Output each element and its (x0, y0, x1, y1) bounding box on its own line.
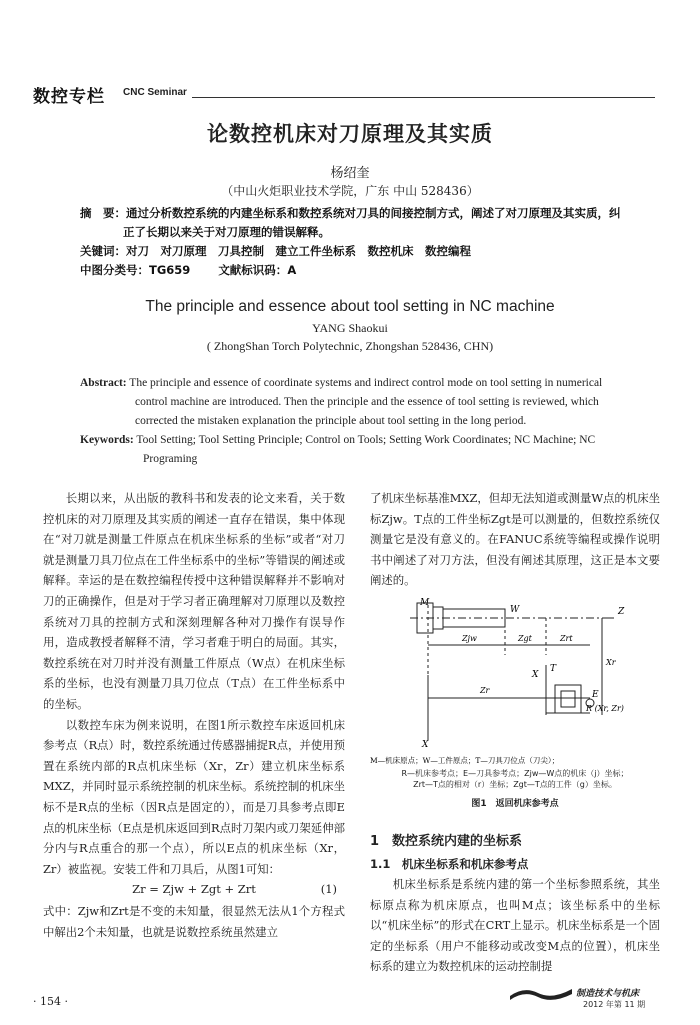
en-author: YANG Shaokui (312, 321, 388, 335)
figure-1-diagram (370, 595, 660, 770)
left-column (43, 488, 345, 942)
abstract-cn-line1: 通过分析数控系统的内建坐标系和数控系统对刀具的间接控制方式，阐述了对刀原理及其实质，纠 (126, 206, 621, 220)
en-affiliation: ( ZhongShan Torch Polytechnic, Zhongshan 528436, CHN) (206, 339, 494, 353)
en-abstract-l3: corrected the mistaken explanation the principle about tool setting in the long period. (135, 415, 527, 427)
label-zrt: Zrt (560, 634, 573, 643)
en-abstract-l2: control machine are introduced. Then the principle and the essence of tool setting is reviewed, which (135, 396, 599, 408)
en-abstract-l1: The principle and essence of coordinate systems and indirect control mode on tool setting in numerical (129, 377, 603, 389)
en-abstract (80, 374, 665, 469)
journal-logo-icon (508, 984, 574, 1002)
clc-label: 中图分类号： (80, 263, 149, 277)
fig-legend-3: Zrt—T点的相对（r）坐标；Zgt—T点的工件（g）坐标。 (413, 780, 617, 789)
en-title: The principle and essence about tool setting in NC machine (145, 298, 555, 315)
paper-title: 论数控机床对刀原理及其实质 (207, 122, 493, 146)
journal-name: 制造技术与机床 (576, 989, 640, 999)
clc-value: TG659 (149, 263, 191, 277)
author: 杨绍奎 (330, 166, 370, 181)
figure-legend (370, 768, 660, 790)
keywords-cn-label: 关键词： (80, 244, 126, 258)
en-keywords-l1: Tool Setting; Tool Setting Principle; Control on Tools; Setting Work Coordinates; NC Machine; NC (136, 434, 596, 446)
doc-value: A (287, 263, 297, 277)
equation-1-number: (1) (320, 882, 337, 897)
section-sub: CNC Seminar (123, 87, 187, 98)
left-para-2: 以数控车床为例来说明，在图1所示数控车床返回机床参考点（R点）时，数控系统通过传感器捕捉R点，并使用预置在系统内部的R点机床坐标（Xr，Zr）建立机床坐标系MXZ，并同时显示系统控制的机床坐标。系统控制的机床坐标不是R点的坐标（因R点是固定的），而是刀具参考点即E点的机床坐标（E点是机床返回到R点时刀架内或刀架延伸部分内与R点重合的那一个点），所以E点的机床坐标（Xr，Zr）被监视。安装工件和刀具后，从图1可知： (43, 717, 345, 876)
equation-1-text: Zr = Zjw + Zgt + Zrt (132, 882, 256, 897)
label-x: X (532, 670, 539, 680)
left-para-1: 长期以来，从出版的教科书和发表的论文来看，关于数控机床的对刀原理及其实质的阐述一直存在错误，集中体现在“对刀就是测量工件原点在机床坐标系的坐标”或者“对刀就是测量刀具刀位点在工件坐标系中的坐标”等错误的阐述或解释。幸运的是在数控编程传授中这种错误解释并不影响对刀的正确操作，但是对于学习者正确理解对刀原理以及数控系统对刀具的控制方式和深刻理解各种对刀操作有误导作用，造成教授者解释不清，学习者难于明白的局面。其实，数控系统在对刀时并没有测量工件原点（W点）在机床坐标系的坐标，也没有测量刀具刀位点（T点）在工件坐标系中的坐标。 (43, 491, 345, 711)
label-zgt: Zgt (518, 634, 532, 643)
right-para-1: 了机床坐标基准MXZ，但却无法知道或测量W点的机床坐标Zjw。T点的工件坐标Zgt是可以测量的，但数控系统仅测量它是没有意义的。在FANUC系统等编程或操作说明书中阐述了对刀方法，但没有阐述其原理，这正是本文要阐述的。 (370, 491, 660, 588)
en-abstract-label: Abstract: (80, 377, 127, 389)
label-t: T (550, 664, 557, 674)
right-column-top (370, 488, 660, 591)
page-number: · 154 · (33, 995, 68, 1008)
section-1-heading: 1 数控系统内建的坐标系 (370, 834, 523, 849)
label-m: M (420, 598, 430, 608)
right-para-2: 机床坐标系是系统内建的第一个坐标参照系统，其坐标原点称为机床原点，也叫M点；该坐标系中的坐标以“机床坐标”的形式在CRT上显示。机床坐标系是一个固定的坐标系（用户不能移动或改变M点的位置），机床坐标系的建立为数控机床的运动控制提 (370, 877, 660, 974)
tool-holder-inner (561, 691, 575, 707)
fig-legend-2: R—机床参考点；E—刀具参考点；Zjw—W点的机床（j）坐标； (401, 769, 629, 778)
left-para-3: 式中：Zjw和Zrt是不变的未知量，很显然无法从1个方程式中解出2个未知量，也就是说数控系统虽然建立 (43, 904, 345, 939)
section-brand: 数控专栏 (33, 87, 105, 107)
label-z: Z (618, 607, 625, 617)
en-keywords-label: Keywords: (80, 434, 134, 446)
label-r: R (Xr, Zr) (586, 704, 624, 713)
affiliation: （中山火炬职业技术学院，广东 中山 528436） (221, 184, 479, 198)
journal-issue: 2012 年第 11 期 (583, 1000, 646, 1009)
abstract-cn-label: 摘 要： (80, 206, 126, 220)
tool-holder (555, 685, 581, 713)
label-w: W (510, 605, 520, 615)
equation-1 (43, 879, 345, 901)
label-e: E (592, 690, 599, 700)
abstract-cn (80, 204, 660, 280)
en-keywords-l2: Programing (143, 453, 198, 465)
abstract-cn-line2: 正了长期以来关于对刀原理的错误解释。 (123, 225, 330, 239)
keywords-cn: 对刀 对刀原理 刀具控制 建立工件坐标系 数控机床 数控编程 (126, 244, 471, 258)
label-xr: Xr (606, 658, 616, 667)
header-rule (192, 97, 655, 98)
fig-legend-1: M—机床原点；W—工件原点；T—刀具刀位点（刀尖）； (370, 756, 560, 765)
label-zr: Zr (480, 686, 490, 695)
figure-caption: 图1 返回机床参考点 (471, 799, 559, 809)
label-zjw: Zjw (462, 634, 477, 643)
section-1-1-heading: 1.1 机床坐标系和机床参考点 (370, 857, 529, 871)
label-x-bottom: X (422, 740, 429, 750)
right-column-bottom (370, 874, 660, 977)
doc-label: 文献标识码： (218, 263, 288, 277)
